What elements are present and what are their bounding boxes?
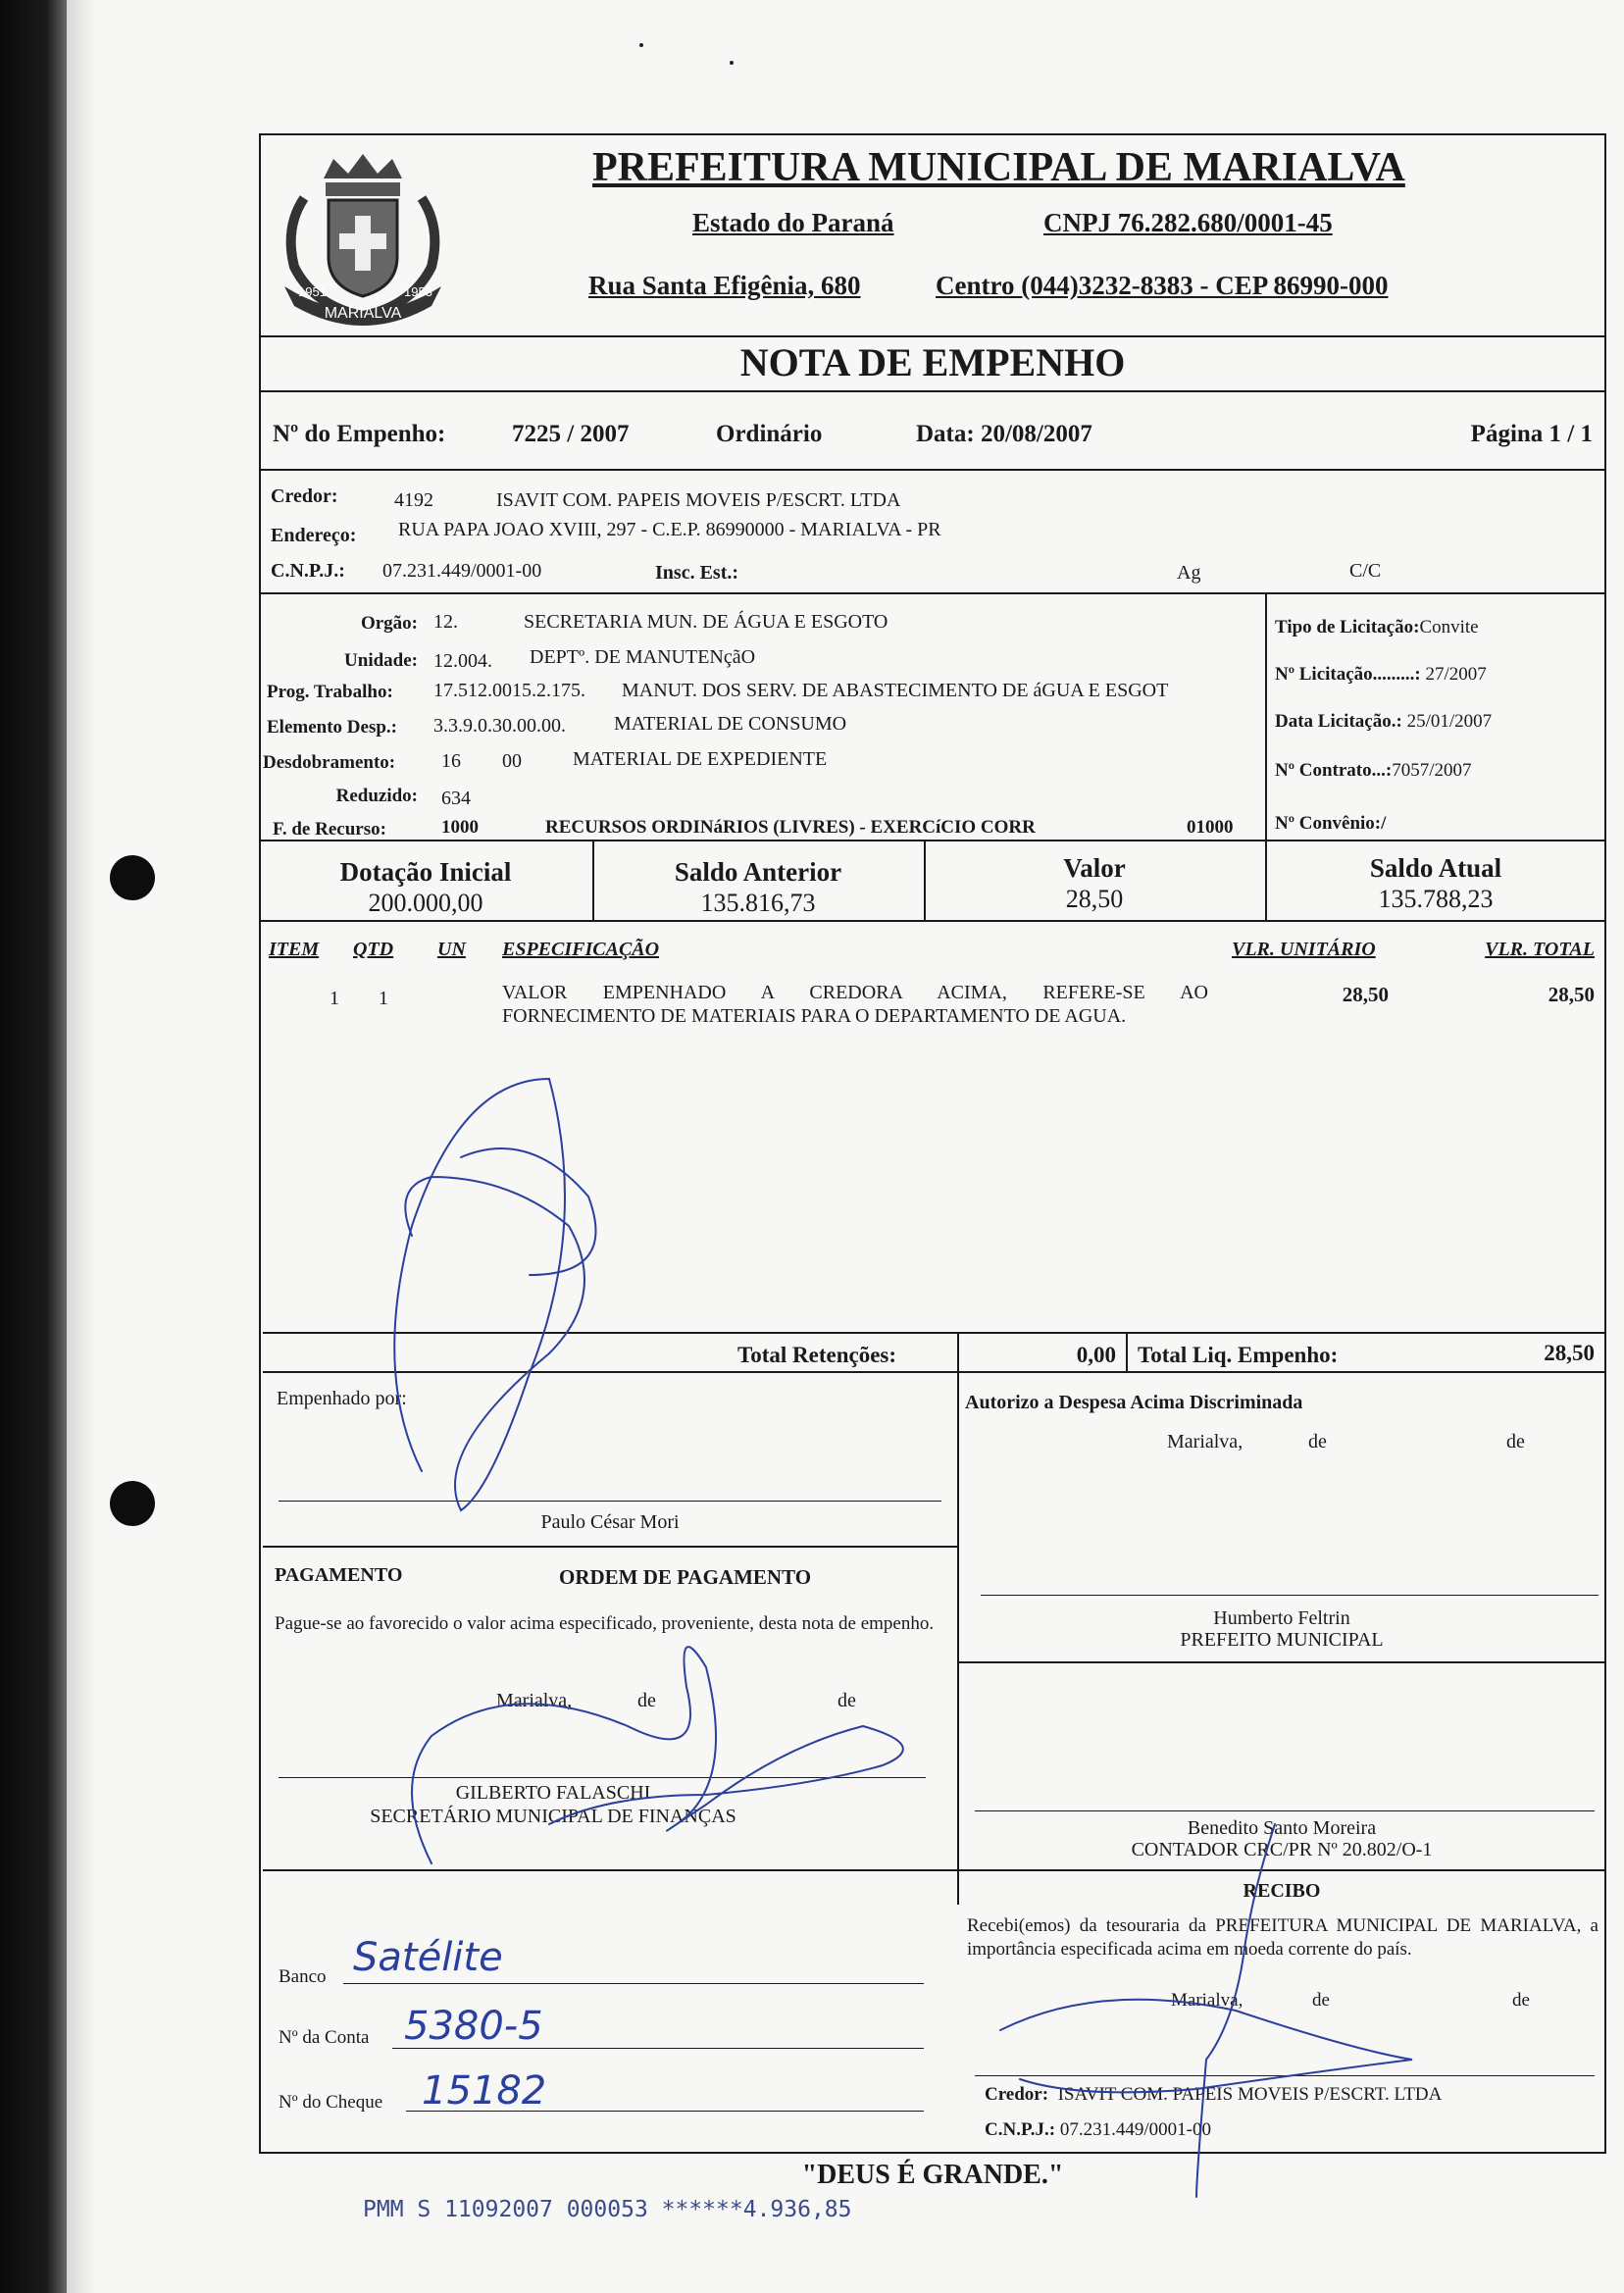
empenho-type: Ordinário	[716, 421, 823, 447]
retencoes-label: Total Retenções:	[737, 1343, 897, 1367]
recibo-label: RECIBO	[1243, 1880, 1321, 1902]
empenho-label: Nº do Empenho:	[273, 421, 446, 447]
num-licitacao-value: 27/2007	[1425, 664, 1487, 685]
header-title: PREFEITURA MUNICIPAL DE MARIALVA	[592, 145, 1405, 190]
prog-value: MANUT. DOS SERV. DE ABASTECIMENTO DE áGUA E ESGOT	[622, 680, 1169, 701]
scan-edge-shadow	[67, 0, 96, 2293]
credor-label: Credor:	[271, 485, 338, 507]
crest-year-right: 1953	[404, 284, 432, 299]
valor-value: 28,50	[1065, 885, 1124, 913]
prog-label: Prog. Trabalho:	[267, 682, 393, 702]
col-vlr-unitario: VLR. UNITÁRIO	[1232, 939, 1376, 960]
col-un: UN	[437, 939, 466, 960]
cc-label: C/C	[1349, 560, 1382, 582]
empenhado-por-label: Empenhado por:	[277, 1388, 407, 1409]
col-item: ITEM	[269, 939, 320, 960]
pagamento-label: PAGAMENTO	[275, 1564, 403, 1586]
liq-empenho-value: 28,50	[1544, 1341, 1595, 1365]
data-licitacao-label: Data Licitação.: 25/01/2007	[1275, 711, 1493, 732]
valor-label: Valor	[1063, 853, 1126, 883]
speck	[639, 43, 643, 47]
pagamento-de1: de	[637, 1690, 656, 1711]
empenho-page: Página 1 / 1	[1470, 421, 1593, 447]
footer-motto: "DEUS É GRANDE."	[801, 2160, 1064, 2190]
conta-label: Nº da Conta	[279, 2027, 370, 2048]
nota-de-empenho-form	[259, 133, 1606, 2154]
recibo-text: Recebi(emos) da tesouraria da PREFEITURA MUNICIPAL DE MARIALVA, a importância especificada acima em moeda corrente do país.	[967, 1915, 1599, 1960]
autorizo-de2: de	[1506, 1431, 1525, 1452]
endereco-label: Endereço:	[271, 525, 357, 546]
convenio-label: Nº Convênio:/	[1275, 813, 1387, 834]
row-vlr-unitario: 28,50	[1342, 983, 1389, 1006]
contrato-value: 7057/2007	[1392, 760, 1472, 781]
recurso-code2: 01000	[1187, 817, 1234, 838]
secretario-title: SECRETÁRIO MUNICIPAL DE FINANÇAS	[370, 1806, 736, 1827]
desdob-label: Desdobramento:	[263, 752, 396, 773]
conta-value: 5380-5	[404, 2004, 543, 2049]
tipo-licitacao-label: Tipo de Licitação:Convite	[1275, 617, 1479, 637]
punch-hole	[110, 1481, 155, 1526]
recibo-de2: de	[1512, 1990, 1530, 2011]
row-vlr-total: 28,50	[1548, 983, 1595, 1006]
scan-edge	[0, 0, 67, 2293]
empenho-date: Data: 20/08/2007	[916, 421, 1092, 447]
unidade-label: Unidade:	[344, 650, 418, 671]
unidade-value: DEPTº. DE MANUTENçãO	[530, 646, 756, 668]
col-especificacao: ESPECIFICAÇÃO	[502, 939, 660, 960]
saldo-atual-label: Saldo Atual	[1369, 853, 1502, 883]
header-address: Rua Santa Efigênia, 680	[588, 271, 861, 300]
recurso-code: 1000	[441, 817, 479, 838]
data-licitacao-value: 25/01/2007	[1406, 711, 1493, 732]
pagamento-de2: de	[837, 1690, 856, 1711]
crest-text: MARIALVA	[324, 305, 402, 322]
contador-name: Benedito Santo Moreira	[1187, 1817, 1377, 1839]
tipo-licitacao-value: Convite	[1419, 617, 1479, 637]
payment-stamp: PMM S 11092007 000053 ******4.936,85	[363, 2197, 852, 2222]
empenhado-por-name: Paulo César Mori	[540, 1511, 680, 1533]
elem-code: 3.3.9.0.30.00.00.	[433, 715, 566, 737]
row-item: 1	[330, 988, 339, 1009]
contrato-label: Nº Contrato...:7057/2007	[1275, 760, 1472, 781]
cnpj-label: C.N.P.J.:	[271, 560, 345, 582]
endereco-value: RUA PAPA JOAO XVIII, 297 - C.E.P. 86990000 - MARIALVA - PR	[398, 519, 941, 540]
row-desc-line1: VALOR EMPENHADO A CREDORA ACIMA, REFERE-SE AO	[502, 982, 1208, 1003]
punch-hole	[110, 855, 155, 900]
orgao-code: 12.	[433, 611, 458, 633]
recurso-label: F. de Recurso:	[273, 819, 386, 840]
num-licitacao-label: Nº Licitação.........: 27/2007	[1275, 664, 1487, 685]
autorizo-de1: de	[1308, 1431, 1327, 1452]
recibo-cnpj-line: C.N.P.J.: 07.231.449/0001-00	[985, 2119, 1211, 2140]
retencoes-value: 0,00	[1076, 1343, 1116, 1367]
contador-title: CONTADOR CRC/PR Nº 20.802/O-1	[1131, 1839, 1433, 1860]
col-vlr-total: VLR. TOTAL	[1485, 939, 1595, 960]
ordem-pagamento-label: ORDEM DE PAGAMENTO	[559, 1565, 812, 1589]
saldo-anterior-label: Saldo Anterior	[674, 857, 842, 887]
pagamento-city: Marialva,	[496, 1690, 573, 1711]
insc-label: Insc. Est.:	[655, 562, 739, 584]
credor-name: ISAVIT COM. PAPEIS MOVEIS P/ESCRT. LTDA	[496, 489, 901, 511]
pagamento-text: Pague-se ao favorecido o valor acima especificado, proveniente, desta nota de empenho.	[275, 1613, 935, 1634]
recibo-credor-name: ISAVIT COM. PAPEIS MOVEIS P/ESCRT. LTDA	[1057, 2084, 1443, 2105]
speck	[730, 61, 734, 65]
recurso-value: RECURSOS ORDINáRIOS (LIVRES) - EXERCíCIO CORR	[545, 817, 1036, 838]
crest-year-left: 1951	[298, 284, 327, 299]
header-state: Estado do Paraná	[692, 208, 894, 237]
recibo-cnpj: 07.231.449/0001-00	[1059, 2119, 1211, 2140]
saldo-anterior-value: 135.816,73	[700, 889, 816, 917]
desdob-code2: 00	[502, 750, 522, 772]
banco-value: Satélite	[353, 1935, 503, 1980]
row-qtd: 1	[379, 988, 388, 1009]
recibo-credor-line: Credor: ISAVIT COM. PAPEIS MOVEIS P/ESCRT. LTDA	[985, 2084, 1443, 2105]
banco-label: Banco	[279, 1966, 327, 1987]
desdob-value: MATERIAL DE EXPEDIENTE	[573, 748, 828, 770]
elem-value: MATERIAL DE CONSUMO	[614, 713, 847, 735]
header-cnpj: CNPJ 76.282.680/0001-45	[1043, 208, 1333, 237]
secretario-name: GILBERTO FALASCHI	[455, 1782, 651, 1804]
liq-empenho-label: Total Liq. Empenho:	[1138, 1343, 1339, 1367]
city-crest-icon	[265, 139, 461, 335]
prefeito-title: PREFEITO MUNICIPAL	[1180, 1629, 1384, 1651]
orgao-label: Orgão:	[360, 613, 418, 634]
recibo-de1: de	[1312, 1990, 1330, 2011]
row-desc-line2: FORNECIMENTO DE MATERIAIS PARA O DEPARTAMENTO DE AGUA.	[502, 1005, 1127, 1027]
prefeito-name: Humberto Feltrin	[1213, 1607, 1350, 1629]
reduzido-value: 634	[441, 788, 471, 809]
orgao-value: SECRETARIA MUN. DE ÁGUA E ESGOTO	[524, 611, 888, 633]
dotacao-inicial-value: 200.000,00	[368, 889, 483, 917]
col-qtd: QTD	[353, 939, 394, 960]
ag-label: Ag	[1177, 562, 1201, 584]
autorizo-city: Marialva,	[1167, 1431, 1243, 1452]
cnpj-value: 07.231.449/0001-00	[382, 560, 542, 582]
autorizo-label: Autorizo a Despesa Acima Discriminada	[965, 1392, 1303, 1413]
cheque-value: 15182	[422, 2068, 547, 2114]
recibo-city: Marialva,	[1171, 1990, 1243, 2011]
empenho-number: 7225 / 2007	[512, 421, 630, 447]
desdob-code1: 16	[441, 750, 461, 772]
dotacao-inicial-label: Dotação Inicial	[339, 857, 512, 887]
credor-code: 4192	[394, 489, 433, 511]
reduzido-label: Reduzido:	[335, 786, 418, 806]
unidade-code: 12.004.	[433, 650, 492, 672]
header-contact: Centro (044)3232-8383 - CEP 86990-000	[936, 271, 1389, 300]
doc-title: NOTA DE EMPENHO	[739, 340, 1126, 384]
cheque-label: Nº do Cheque	[279, 2092, 383, 2113]
saldo-atual-value: 135.788,23	[1378, 885, 1494, 913]
prog-code: 17.512.0015.2.175.	[433, 680, 585, 701]
elem-label: Elemento Desp.:	[267, 717, 397, 738]
